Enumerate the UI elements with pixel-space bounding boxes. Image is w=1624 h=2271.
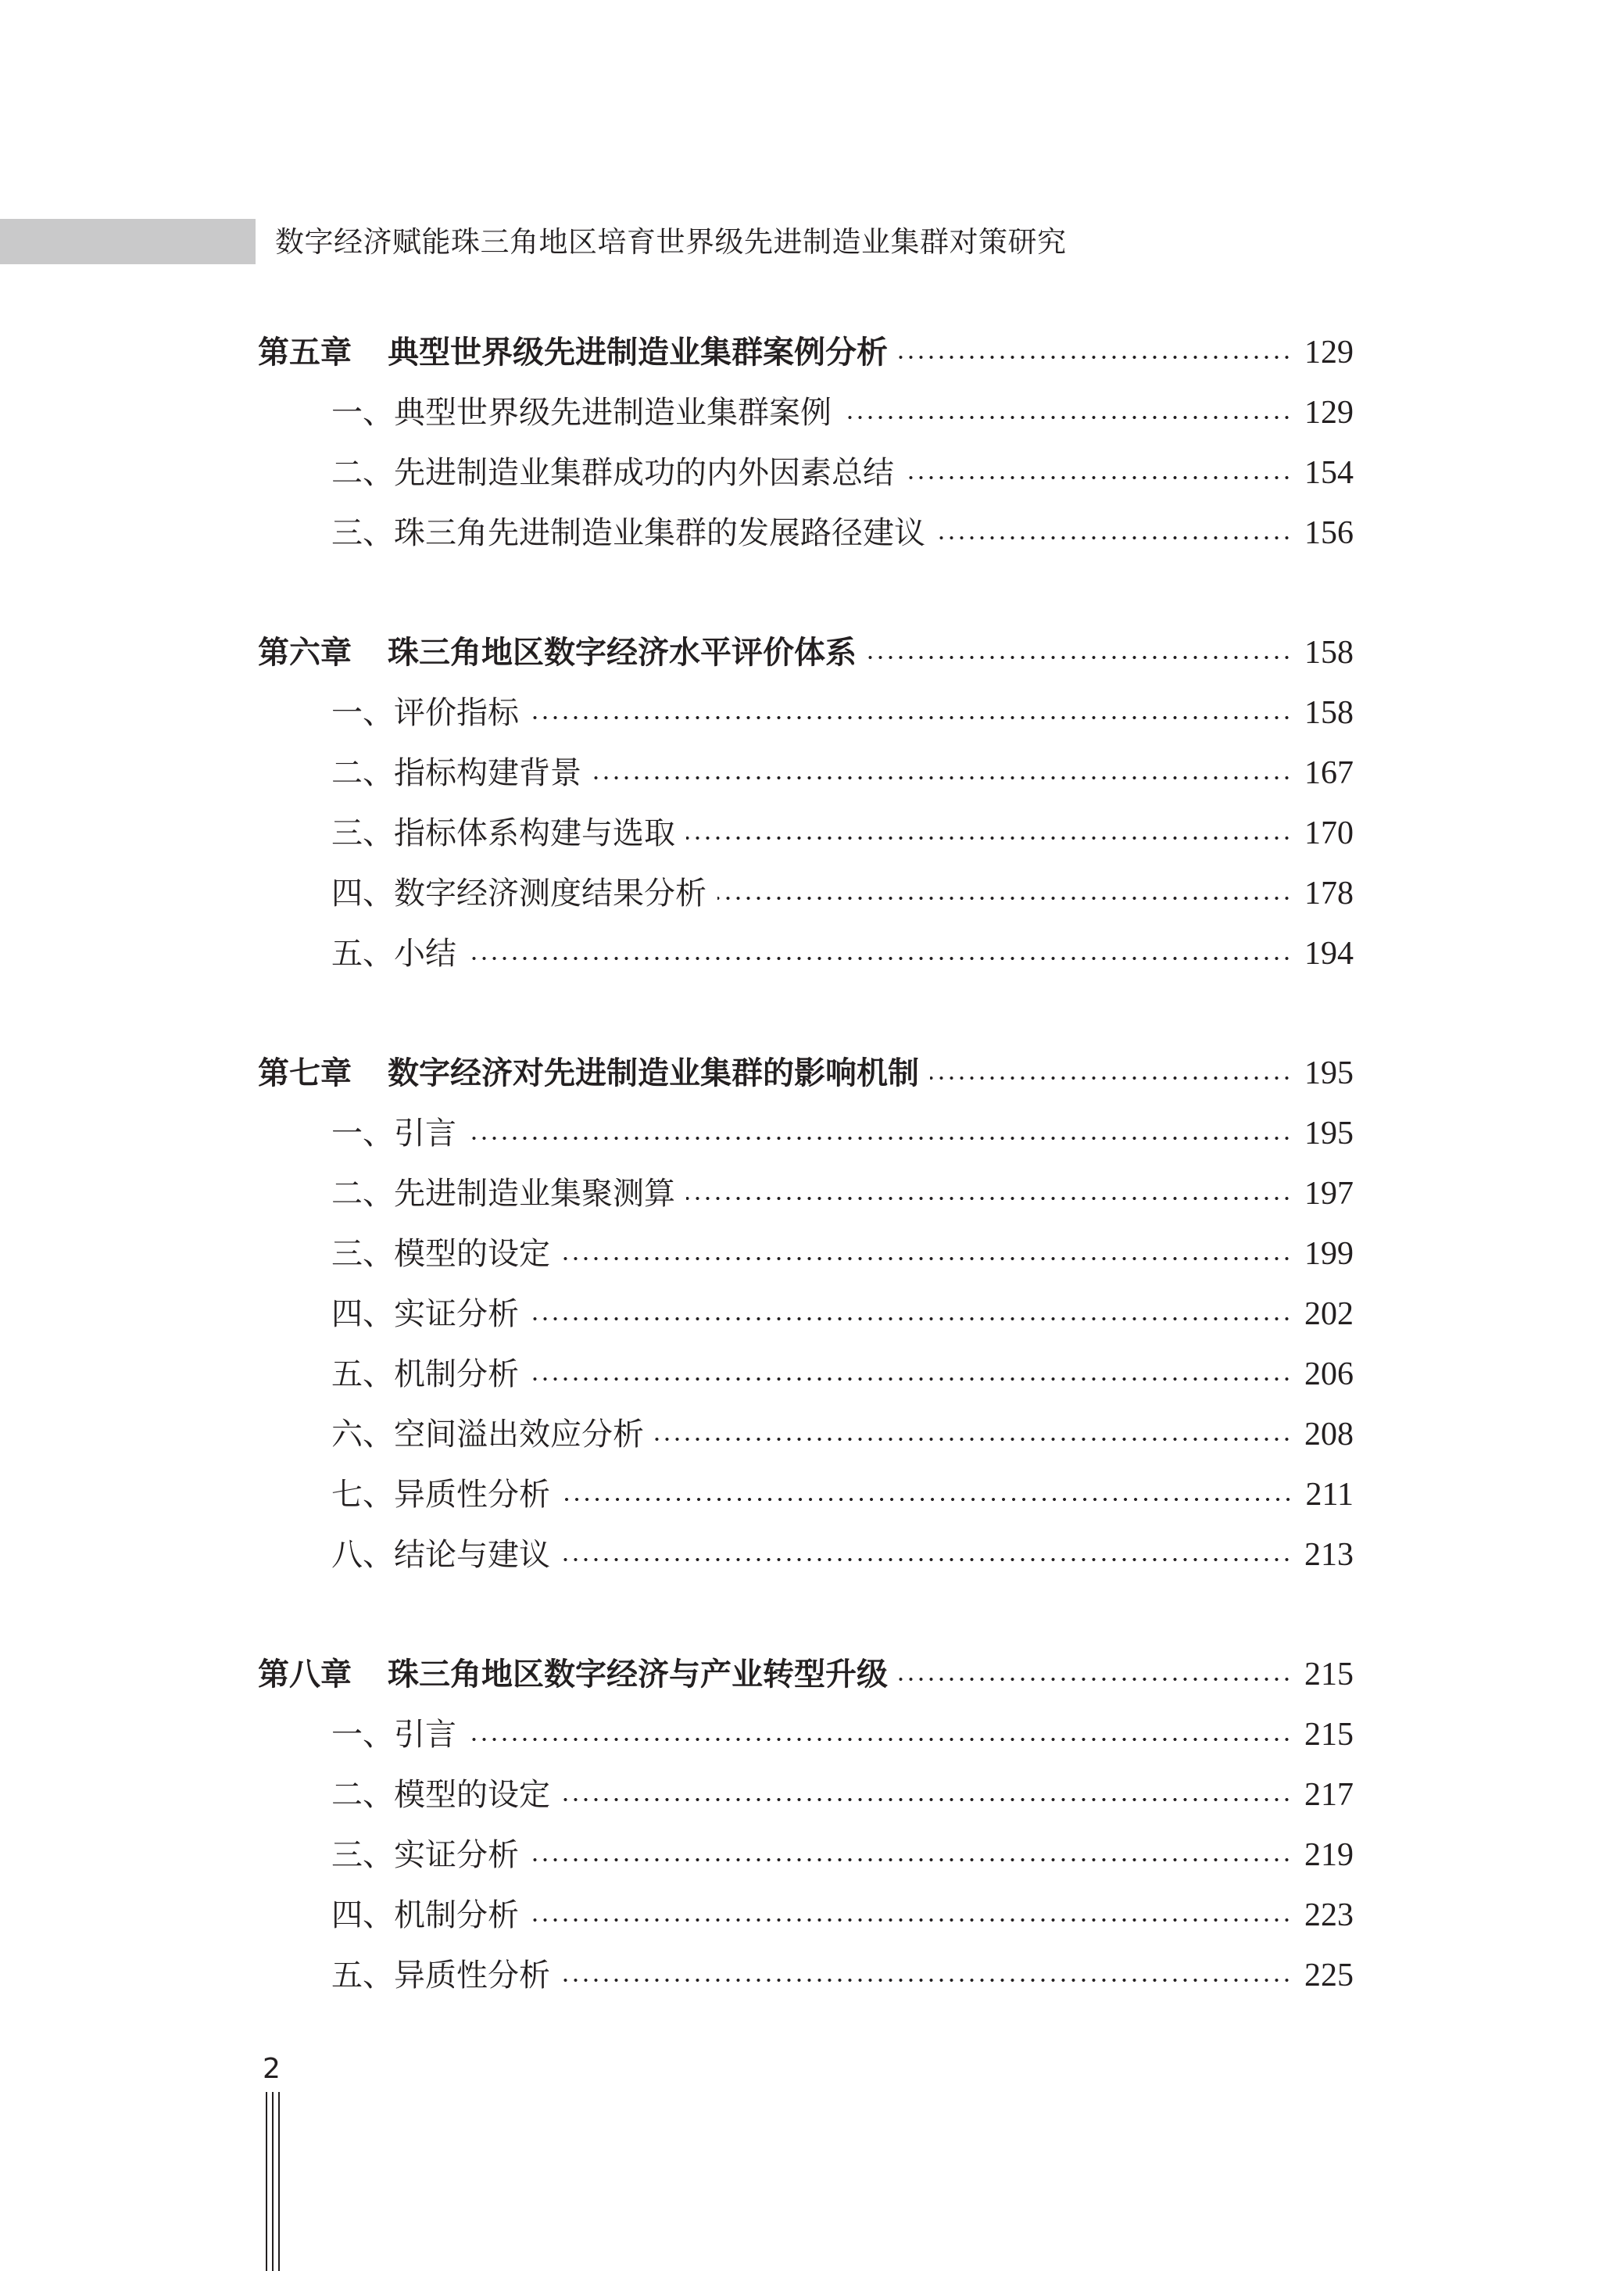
section-title: 五、异质性分析	[331, 1958, 550, 1993]
section-page-number: 167	[1304, 755, 1354, 791]
table-of-contents	[258, 323, 1354, 2006]
toc-section-entry[interactable]	[258, 743, 1354, 804]
section-page-number: 202	[1304, 1296, 1354, 1332]
dot-leader	[467, 1736, 1292, 1743]
chapter-number: 第七章	[258, 1055, 352, 1091]
section-title: 五、机制分析	[331, 1356, 519, 1392]
section-title: 五、小结	[331, 936, 456, 972]
dot-leader	[467, 1135, 1292, 1141]
folio-rules	[266, 2092, 289, 2271]
toc-section-entry[interactable]	[258, 683, 1354, 743]
dot-leader	[530, 715, 1292, 721]
dot-leader	[592, 775, 1292, 781]
toc-chapter-entry[interactable]	[258, 323, 1354, 383]
section-page-number: 213	[1304, 1537, 1354, 1573]
chapter-title: 数字经济对先进制造业集群的影响机制	[388, 1055, 919, 1091]
dot-leader	[686, 835, 1292, 841]
toc-chapter-entry[interactable]	[258, 623, 1354, 683]
section-title: 二、模型的设定	[331, 1777, 550, 1813]
chapter-title: 珠三角地区数字经济水平评价体系	[388, 635, 857, 671]
section-page-number: 178	[1304, 876, 1354, 912]
dot-leader	[686, 1195, 1292, 1202]
dot-leader	[930, 1075, 1292, 1081]
toc-section-entry[interactable]	[258, 1104, 1354, 1164]
toc-section-entry[interactable]	[258, 804, 1354, 864]
chapter-number: 第八章	[258, 1657, 352, 1693]
section-page-number: 197	[1304, 1176, 1354, 1212]
page-number: 2	[263, 2053, 281, 2085]
toc-section-entry[interactable]	[258, 1405, 1354, 1465]
toc-section-entry[interactable]	[258, 1946, 1354, 2006]
section-page-number: 217	[1304, 1777, 1354, 1813]
toc-section-entry[interactable]	[258, 1765, 1354, 1825]
dot-leader	[561, 1496, 1293, 1503]
section-page-number: 194	[1304, 936, 1354, 972]
toc-section-entry[interactable]	[258, 1525, 1354, 1585]
section-page-number: 225	[1304, 1958, 1354, 1993]
section-title: 一、引言	[331, 1116, 456, 1152]
toc-section-entry[interactable]	[258, 1825, 1354, 1886]
section-page-number: 211	[1305, 1477, 1354, 1513]
chapter-page-number: 215	[1304, 1657, 1354, 1693]
dot-leader	[530, 1857, 1292, 1863]
dot-leader	[561, 1796, 1292, 1803]
section-page-number: 195	[1304, 1116, 1354, 1152]
section-title: 二、先进制造业集群成功的内外因素总结	[331, 455, 894, 491]
section-title: 三、珠三角先进制造业集群的发展路径建议	[331, 515, 925, 551]
dot-leader	[717, 895, 1292, 901]
dot-leader	[867, 654, 1292, 661]
section-title: 二、指标构建背景	[331, 755, 581, 791]
dot-leader	[561, 1556, 1292, 1563]
chapter-number: 第五章	[258, 335, 352, 371]
section-title: 八、结论与建议	[331, 1537, 550, 1573]
section-title: 七、异质性分析	[331, 1477, 550, 1513]
chapter-number: 第六章	[258, 635, 352, 671]
section-page-number: 129	[1304, 395, 1354, 431]
section-page-number: 199	[1304, 1236, 1354, 1272]
toc-section-entry[interactable]	[258, 1705, 1354, 1765]
toc-chapter-entry[interactable]	[258, 1645, 1354, 1705]
toc-section-entry[interactable]	[258, 1345, 1354, 1405]
toc-section-entry[interactable]	[258, 864, 1354, 924]
toc-section-entry[interactable]	[258, 924, 1354, 984]
dot-leader	[899, 354, 1292, 360]
running-head: 数字经济赋能珠三角地区培育世界级先进制造业集群对策研究	[275, 225, 1067, 259]
section-title: 一、评价指标	[331, 695, 519, 731]
section-page-number: 154	[1304, 455, 1354, 491]
dot-leader	[936, 535, 1292, 541]
toc-section-entry[interactable]	[258, 1164, 1354, 1224]
section-page-number: 208	[1304, 1417, 1354, 1453]
toc-section-entry[interactable]	[258, 1886, 1354, 1946]
chapter-title: 典型世界级先进制造业集群案例分析	[388, 335, 888, 371]
toc-section-entry[interactable]	[258, 1465, 1354, 1525]
section-title: 一、引言	[331, 1717, 456, 1753]
toc-section-entry[interactable]	[258, 503, 1354, 564]
section-page-number: 223	[1304, 1897, 1354, 1933]
section-title: 一、典型世界级先进制造业集群案例	[331, 395, 832, 431]
dot-leader	[842, 414, 1292, 421]
dot-leader	[530, 1316, 1292, 1322]
chapter-page-number: 158	[1304, 635, 1354, 671]
section-page-number: 156	[1304, 515, 1354, 551]
toc-chapter-entry[interactable]	[258, 1044, 1354, 1104]
section-page-number: 206	[1304, 1356, 1354, 1392]
chapter-page-number: 195	[1304, 1055, 1354, 1091]
section-title: 二、先进制造业集聚测算	[331, 1176, 675, 1212]
dot-leader	[561, 1977, 1292, 1983]
toc-section-entry[interactable]	[258, 1284, 1354, 1345]
section-title: 六、空间溢出效应分析	[331, 1417, 644, 1453]
section-title: 四、机制分析	[331, 1897, 519, 1933]
section-title: 三、实证分析	[331, 1837, 519, 1873]
section-title: 三、指标体系构建与选取	[331, 815, 675, 851]
toc-section-entry[interactable]	[258, 443, 1354, 503]
dot-leader	[530, 1917, 1292, 1923]
dot-leader	[467, 955, 1292, 962]
section-page-number: 219	[1304, 1837, 1354, 1873]
dot-leader	[905, 475, 1292, 481]
toc-section-entry[interactable]	[258, 1224, 1354, 1284]
section-title: 四、数字经济测度结果分析	[331, 876, 706, 912]
section-page-number: 215	[1304, 1717, 1354, 1753]
dot-leader	[530, 1376, 1292, 1382]
chapter-title: 珠三角地区数字经济与产业转型升级	[388, 1657, 888, 1693]
toc-section-entry[interactable]	[258, 383, 1354, 443]
section-page-number: 158	[1304, 695, 1354, 731]
section-title: 三、模型的设定	[331, 1236, 550, 1272]
section-page-number: 170	[1304, 815, 1354, 851]
header-band	[0, 219, 256, 264]
chapter-page-number: 129	[1304, 335, 1354, 371]
dot-leader	[899, 1676, 1292, 1682]
dot-leader	[561, 1255, 1292, 1262]
dot-leader	[655, 1436, 1292, 1442]
section-title: 四、实证分析	[331, 1296, 519, 1332]
